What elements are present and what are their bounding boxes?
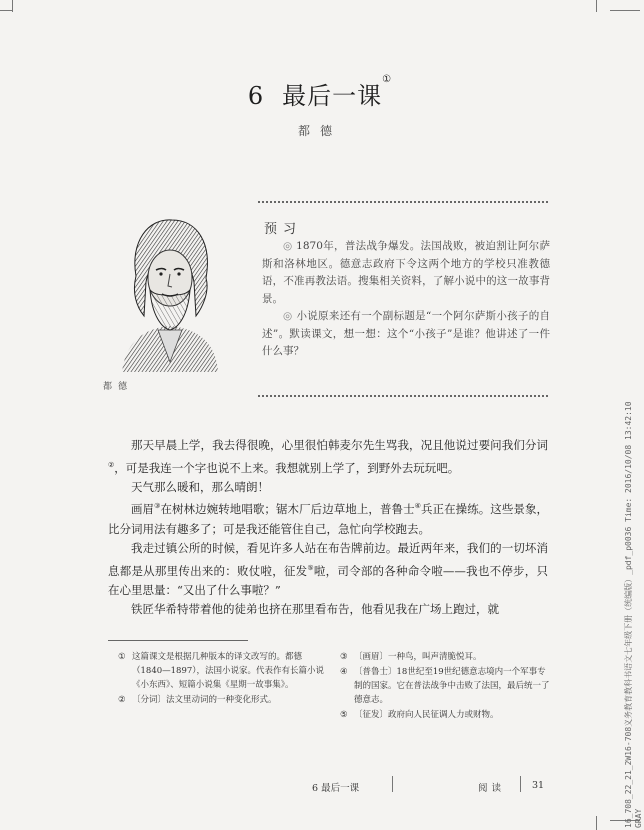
author-name: 都德 bbox=[297, 124, 342, 138]
lesson-body bbox=[108, 436, 548, 620]
footer-divider bbox=[392, 776, 393, 792]
footnotes-right bbox=[340, 650, 550, 723]
preview-section bbox=[262, 238, 550, 361]
footer-divider bbox=[520, 776, 521, 792]
footnote-ref: ⑤ bbox=[307, 563, 314, 572]
footnote bbox=[340, 650, 550, 664]
print-slug-line: GRAY bbox=[634, 808, 643, 828]
portrait-caption: 都德 bbox=[103, 382, 134, 392]
footnote-ref: ② bbox=[108, 460, 115, 469]
footnote-ref: ④ bbox=[414, 502, 421, 511]
crop-mark bbox=[12, 0, 13, 12]
bullet-circle-icon: ◎ bbox=[283, 310, 293, 322]
body-paragraph bbox=[108, 539, 548, 600]
footnote-text: 〔征发〕政府向人民征调人力或财物。 bbox=[354, 710, 499, 720]
body-paragraph bbox=[108, 497, 548, 539]
preview-paragraph-text: 1870年，普法战争爆发。法国战败，被迫割让阿尔萨斯和洛林地区。德意志政府下令这两个地方的学校只准教德语，不准再教法语。搜集相关资料，了解小说中的这一故事背景。 bbox=[262, 240, 550, 305]
footnote-number: ⑤ bbox=[340, 710, 348, 720]
footnote-number: ② bbox=[118, 695, 126, 705]
lesson-title bbox=[0, 76, 640, 111]
body-text: ，可是我连一个字也说不上来。我想就别上学了，到野外去玩玩吧。 bbox=[114, 460, 460, 475]
footnote-ref: ③ bbox=[154, 502, 161, 511]
preview-paragraph-text: 小说原来还有一个副标题是“一个阿尔萨斯小孩子的自述”。默读课文，想一想：这个“小孩子”是谁？他讲述了一件什么事？ bbox=[262, 310, 550, 357]
footer-section: 阅读 bbox=[478, 783, 506, 794]
preview-bottom-rule bbox=[258, 395, 548, 397]
footnote-text: 〔分词〕法文里动词的一种变化形式。 bbox=[132, 695, 277, 705]
footnote-number: ④ bbox=[340, 667, 348, 677]
preview-top-rule bbox=[258, 201, 548, 203]
footnote-number: ③ bbox=[340, 652, 348, 662]
preview-paragraph bbox=[262, 238, 550, 308]
crop-mark bbox=[0, 10, 12, 11]
footer-lesson: 6 最后一课 bbox=[312, 783, 360, 794]
body-paragraph: 铁匠华希特带着他的徒弟也挤在那里看布告，他看见我在广场上跑过，就 bbox=[131, 602, 499, 617]
footnote-text: 〔普鲁士〕18世纪至19世纪德意志境内一个军事专制的国家。它在普法战争中击败了法国，最后统一了德意志。 bbox=[354, 667, 550, 705]
page-number: 31 bbox=[532, 780, 545, 791]
body-text: 在树林边婉转地唱歌；锯木厂后边草地上，普鲁士 bbox=[160, 502, 415, 517]
body-text: 我走过镇公所的时候，看见许多人站在布告牌前边。最近两年来，我们的一切坏消息都是从那里传出来的：败仗啦，征发 bbox=[108, 541, 548, 578]
body-paragraph bbox=[108, 436, 548, 478]
print-slug-line: 16_708_22_21_2W16-708义务教育教科书语文七年级下册（统编版）_pdf_p0036 Time: 2016/10/08 13:42:10 bbox=[624, 401, 633, 828]
footnote bbox=[340, 708, 550, 722]
preview-paragraph bbox=[262, 308, 550, 361]
lesson-number: 6 bbox=[247, 82, 265, 110]
footnotes-left bbox=[118, 650, 324, 708]
author-portrait bbox=[118, 212, 222, 372]
body-text: 那天早晨上学，我去得很晚，心里很怕韩麦尔先生骂我，况且他说过要问我们分词 bbox=[131, 438, 548, 452]
body-paragraph: 天气那么暖和，那么晴朗！ bbox=[131, 479, 269, 494]
footnote-text: 〔画眉〕一种鸟，叫声清脆悦耳。 bbox=[354, 652, 482, 662]
crop-mark bbox=[596, 816, 597, 830]
footnote bbox=[118, 693, 324, 707]
footnote-text: 这篇课文是根据几种版本的译文改写的。都德（1840—1897），法国小说家。代表作有长篇小说《小东西》、短篇小说集《星期一故事集》。 bbox=[132, 652, 325, 690]
footnote-number: ① bbox=[118, 652, 126, 662]
body-text: 啦，司令部的各种命令啦——我也不停步，只在心里思量：“又出了什么事啦？” bbox=[108, 563, 549, 597]
crop-mark bbox=[610, 10, 640, 11]
body-text: 画眉 bbox=[131, 502, 155, 517]
footnote bbox=[118, 650, 324, 692]
footnote-rule bbox=[108, 640, 248, 641]
bullet-circle-icon: ◎ bbox=[283, 240, 293, 252]
preview-heading: 预习 bbox=[264, 222, 303, 237]
lesson-title-text: 最后一课 bbox=[282, 82, 383, 110]
footnote bbox=[340, 665, 550, 707]
body-text: 兵正在操练。这些景象，比分词用法有趣多了；可是我还能管住自己，急忙向学校跑去。 bbox=[108, 502, 549, 536]
title-footnote-mark: ① bbox=[382, 74, 393, 85]
print-slug bbox=[624, 348, 644, 828]
crop-mark bbox=[596, 0, 597, 12]
